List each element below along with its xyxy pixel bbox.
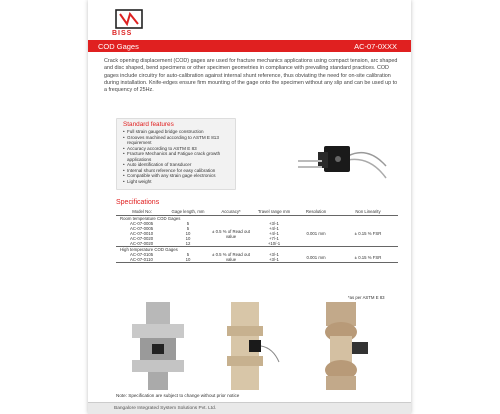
col-accuracy: Accuracy*	[208, 208, 254, 216]
room-accuracy: ± 0.5 % of Read out value	[212, 228, 250, 239]
logo-text: BISS	[112, 30, 133, 37]
list-item: • Compatible with any strain gage electronics	[123, 173, 237, 179]
col-travel: Travel range mm	[254, 208, 294, 216]
list-item: • Grooves machined according to ASTM E 813 requirement	[123, 135, 237, 146]
footer	[88, 402, 411, 414]
high-resolution: 0.001 mm	[306, 254, 326, 260]
table-footnote: *as per ASTM E 83	[348, 295, 385, 300]
table-row: AC-07-0005 5 +4/-1	[130, 226, 279, 231]
col-nonlinearity: Non Linearity	[338, 208, 398, 216]
table-row: AC-07-0105 5 ± 0.5 % of Read out value +3/-1 0.001 mm ± 0.15 % FSR	[116, 252, 398, 257]
gage-in-fixture-image	[126, 302, 191, 390]
disclaimer-note: Note: Specification are subject to change without prior notice	[116, 393, 240, 398]
list-item: • Light weight	[123, 179, 237, 185]
col-resolution: Resolution	[294, 208, 338, 216]
specifications-table	[116, 208, 398, 263]
company-name: Bangalore Integrated System Solutions Pvt. Ltd.	[114, 406, 217, 411]
table-row: AC-07-0005 5 ± 0.5 % of Read out value +3/-1 0.001 mm ± 0.15 % FSR	[116, 221, 398, 226]
page-title: COD Gages	[98, 41, 139, 51]
features-list	[123, 129, 237, 184]
title-bar	[88, 40, 411, 52]
gage-on-specimen-image	[211, 302, 281, 390]
high-accuracy: ± 0.5 % of Read out value	[212, 252, 250, 262]
room-resolution: 0.001 mm	[306, 231, 326, 236]
product-code: AC-07-0XXX	[354, 41, 397, 51]
datasheet-page	[88, 0, 411, 414]
table-row: AC-07-0110 10 +3/-1	[116, 257, 398, 263]
features-heading: Standard features	[123, 121, 174, 128]
high-nonlinearity: ± 0.15 % FSR	[354, 254, 382, 260]
table-row: AC-07-0020 10 +7/-1	[130, 236, 279, 241]
list-item: • Fracture Mechanics and Fatigue crack growth applications	[123, 151, 237, 162]
list-item: • Internal shunt reference for easy calibration	[123, 168, 237, 174]
section-high-temp: High temperature COD Gages	[116, 247, 398, 253]
biss-logo-icon	[114, 8, 144, 32]
section-room-temp: Room temperature COD Gages	[116, 216, 398, 222]
col-model: Model No:	[116, 208, 168, 216]
cod-gage-product-image	[288, 126, 388, 196]
list-item: • Auto identification of transducer	[123, 162, 237, 168]
features-box	[116, 118, 236, 190]
room-nonlinearity: ± 0.15 % FSR	[354, 231, 382, 236]
intro-paragraph: Crack opening displacement (COD) gages are used for fracture mechanics applications using compact tension, arc shaped and disc shaped, bend specimens or other specimen geometries in compliance with prevailing standard practices. COD gages include circuitry for auto-calibration against internal shunt reference, thus obviating the need for on-site calibration during installation. Knife-edges ensure firm mounting of the gage onto the specimen without any slip and can be used up to a frequency of 25Hz.	[104, 58, 398, 94]
table-row: AC-07-0010 10 +4/-1	[130, 231, 279, 236]
col-gage-length: Gage length, mm	[168, 208, 208, 216]
high-temp-gage-setup-image	[308, 302, 376, 390]
specifications-heading: Specifications	[116, 199, 160, 206]
list-item: • Full strain gauged bridge construction	[123, 129, 237, 135]
list-item: • Accuracy according to ASTM E 83	[123, 146, 237, 152]
table-row: AC-07-0020 12 +10/-1	[130, 241, 281, 246]
